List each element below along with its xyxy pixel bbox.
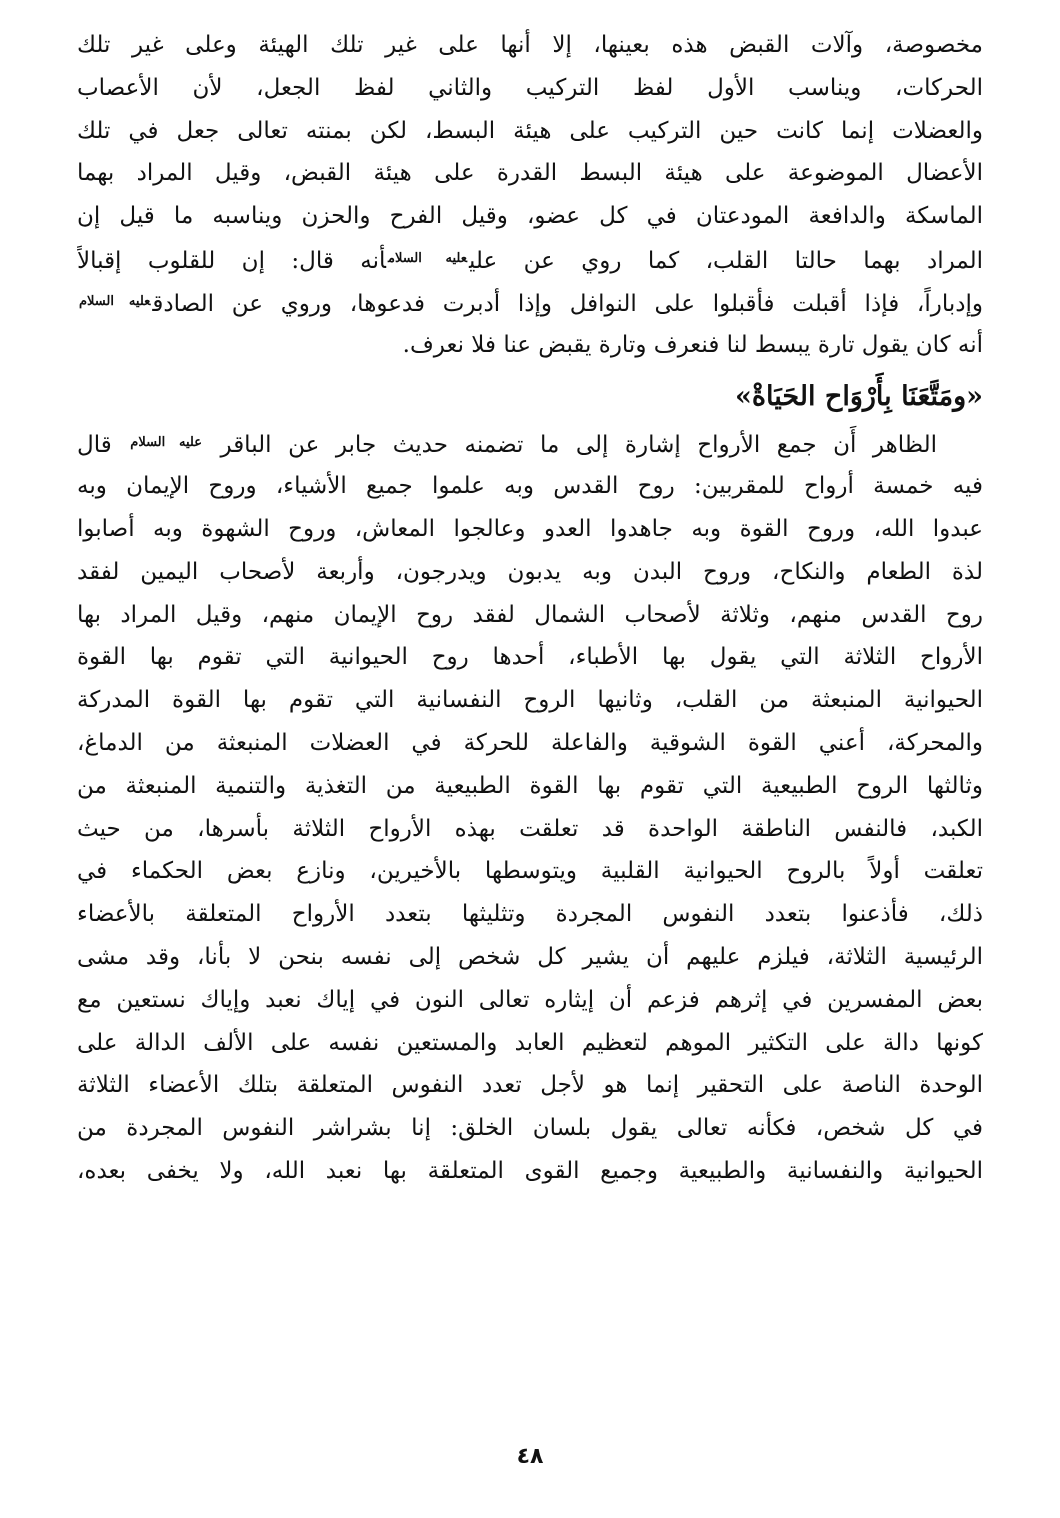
text-line: فيه خمسة أرواح للمقربين: روح القدس وبه علموا جميع الأشياء، وروح الإيمان وبه — [77, 473, 983, 500]
text-line — [77, 281, 983, 324]
text-line: والمحركة، أعني القوة الشوقية والفاعلة للحركة في العضلات المنبعثة من الدماغ، — [77, 729, 983, 756]
text-segment: قال — [77, 432, 112, 459]
text-line: الحيوانية والنفسانية والطبيعية وجميع القوى المتعلقة بها نعبد الله، ولا يخفى بعده، — [77, 1157, 983, 1184]
text-line — [77, 238, 983, 281]
text-line: وثالثها الروح الطبيعية التي تقوم بها القوة الطبيعية من التغذية والتنمية المنبعثة من — [77, 772, 983, 799]
document-page — [77, 24, 983, 1193]
text-line: الوحدة الناصة على التحقير إنما هو لأجل تعدد النفوس المتعلقة بتلك الأعضاء الثلاثة — [77, 1072, 983, 1099]
text-line: لذة الطعام والنكاح، وروح البدن وبه يدبون ويدرجون، وأربعة لأصحاب اليمين لفقد — [77, 558, 983, 585]
section-heading: «ومَتَّعَنَا بِأَرْوَاح الحَيَاةْ» — [734, 381, 983, 413]
honorific-ligature: عليه السلام — [79, 293, 151, 309]
text-line: الرئيسية الثلاثة، فيلزم عليهم أن يشير كل شخص إلى نفسه بنحن لا بأنا، وقد مشى — [77, 943, 983, 970]
honorific-ligature: عليه السلام — [130, 435, 202, 451]
text-segment: أنه قال: إن للقلوب إقبالاً — [77, 247, 386, 274]
text-line: كونها دالة على التكثير الموهم لتعظيم العابد والمستعين نفسه على الألف الدالة على — [77, 1029, 983, 1056]
text-segment: وإدباراً، فإذا أقبلت فأقبلوا على النوافل وإذا أدبرت فدعوها، وروي عن الصادق — [152, 290, 983, 317]
text-segment: المراد بهما حالتا القلب، كما روي عن علي — [468, 247, 983, 274]
text-line — [77, 422, 983, 465]
text-line: ذلك، فأذعنوا بتعدد النفوس المجردة وتثليثها بتعدد الأرواح المتعلقة بالأعضاء — [77, 901, 983, 928]
text-line: عبدوا الله، وروح القوة وبه جاهدوا العدو وعالجوا المعاش، وروح الشهوة وبه أصابوا — [77, 515, 983, 542]
text-line: في كل شخص، فكأنه تعالى يقول بلسان الخلق: إنا بشراشر النفوس المجردة من — [77, 1115, 983, 1142]
text-line: والعضلات إنما كانت حين التركيب على هيئة البسط، لكن بمنته تعالى جعل في تلك — [77, 117, 983, 144]
text-line: أنه كان يقول تارة يبسط لنا فنعرف وتارة يقبض عنا فلا نعرف. — [402, 331, 983, 358]
text-line: الحيوانية المنبعثة من القلب، وثانيها الروح النفسانية التي تقوم بها القوة المدركة — [77, 687, 983, 714]
text-line: الأعضال الموضوعة على هيئة البسط القدرة على هيئة القبض، وقيل المراد بهما — [77, 160, 983, 187]
text-line: الحركات، ويناسب الأول لفظ التركيب والثاني لفظ الجعل، لأن الأعصاب — [77, 74, 983, 101]
text-line: الماسكة والدافعة المودعتان في كل عضو، وقيل الفرح والحزن ويناسبه ما قيل إن — [77, 203, 983, 230]
text-line: بعض المفسرين في إثرهم فزعم أن إيثاره تعالى النون في إياك نعبد وإياك نستعين مع — [77, 986, 983, 1013]
text-line: الكبد، فالنفس الناطقة الواحدة قد تعلقت بهذه الأرواح الثلاثة بأسرها، من حيث — [77, 815, 983, 842]
honorific-ligature: عليه السلام — [387, 250, 467, 266]
text-line: تعلقت أولاً بالروح الحيوانية القلبية ويتوسطها بالأخيرين، ونازع بعض الحكماء في — [77, 858, 983, 885]
text-segment: الظاهر أَن جمع الأرواح إشارة إلى ما تضمنه حديث جابر عن الباقر — [220, 432, 937, 459]
page-number: ٤٨ — [516, 1444, 544, 1469]
text-line: مخصوصة، وآلات القبض هذه بعينها، إلا أنها على غير تلك الهيئة وعلى غير تلك — [77, 32, 983, 58]
paragraph — [77, 422, 983, 1192]
text-line: روح القدس منهم، وثلاثة لأصحاب الشمال لفقد روح الإيمان منهم، وقيل المراد بها — [77, 601, 983, 628]
text-line: الأرواح الثلاثة التي يقول بها الأطباء، أحدها روح الحيوانية التي تقوم بها القوة — [77, 644, 983, 671]
paragraph-continuation — [77, 24, 983, 366]
